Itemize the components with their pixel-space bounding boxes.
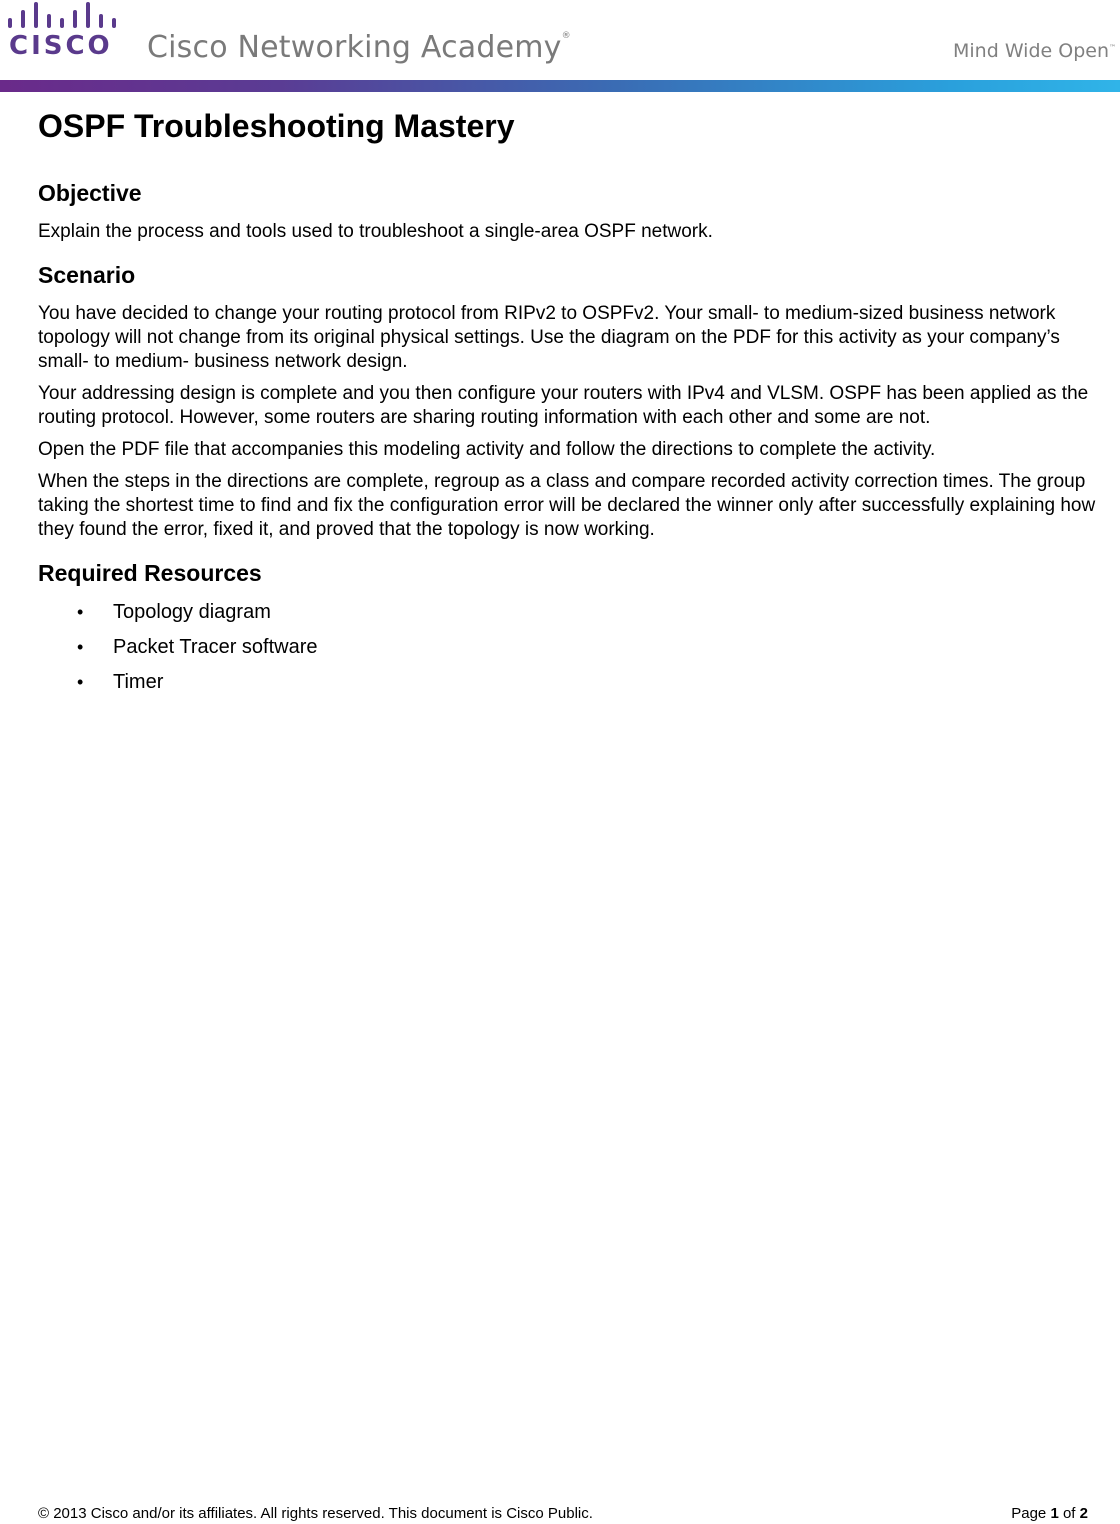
trademark: ™	[1109, 43, 1116, 52]
page-total: 2	[1079, 1505, 1088, 1522]
tagline	[953, 40, 1116, 62]
list-item-text: Topology diagram	[113, 601, 271, 623]
document-body	[38, 104, 1098, 710]
resources-heading: Required Resources	[38, 560, 262, 586]
tagline-text: Mind Wide Open	[953, 40, 1109, 62]
page-title: OSPF Troubleshooting Mastery	[38, 108, 515, 144]
objective-text: Explain the process and tools used to troubleshoot a single-area OSPF network.	[38, 221, 713, 242]
page-current: 1	[1050, 1505, 1059, 1522]
academy-title	[147, 30, 571, 65]
registered-mark: ®	[561, 31, 571, 41]
scenario-heading: Scenario	[38, 262, 136, 288]
page-of: of	[1062, 1505, 1076, 1522]
scenario-paragraph: You have decided to change your routing protocol from RIPv2 to OSPFv2. Your small- to medium-sized business network topology will not change from its original physical settings. Use the diagram on the PDF for this activity as your company’s small- to medium- business network design.	[38, 303, 1060, 372]
bullet-icon: •	[77, 602, 84, 622]
copyright-text: © 2013 Cisco and/or its affiliates. All rights reserved. This document is Cisco Public.	[38, 1505, 593, 1522]
list-item	[38, 600, 1098, 624]
page-header	[0, 0, 1120, 92]
objective-heading: Objective	[38, 180, 142, 206]
resources-section	[38, 558, 1098, 694]
scenario-paragraph: Open the PDF file that accompanies this modeling activity and follow the directions to complete the activity.	[38, 439, 936, 460]
academy-title-text: Cisco Networking Academy	[147, 30, 562, 65]
page-footer	[38, 1505, 1088, 1523]
resources-list	[38, 600, 1098, 694]
list-item	[38, 635, 1098, 659]
list-item-text: Timer	[113, 671, 164, 693]
objective-section	[38, 178, 1098, 244]
page-number	[1011, 1505, 1088, 1523]
list-item	[38, 670, 1098, 694]
bullet-icon: •	[77, 672, 84, 692]
page-label: Page	[1011, 1505, 1047, 1522]
bullet-icon: •	[77, 637, 84, 657]
cisco-logo-bars-icon	[8, 2, 118, 32]
scenario-section	[38, 260, 1098, 542]
header-stripe	[0, 80, 1120, 92]
list-item-text: Packet Tracer software	[113, 636, 318, 658]
cisco-logo-wordmark: CISCO	[9, 31, 113, 61]
scenario-paragraph: Your addressing design is complete and you then configure your routers with IPv4 and VLSM. OSPF has been applied as the routing protocol. However, some routers are sharing routing information with each other and some are not.	[38, 383, 1089, 428]
scenario-paragraph: When the steps in the directions are complete, regroup as a class and compare recorded activity correction times. The group taking the shortest time to find and fix the configuration error will be declared the winner only after successfully explaining how they found the error, fixed it, and proved that the topology is now working.	[38, 471, 1096, 540]
